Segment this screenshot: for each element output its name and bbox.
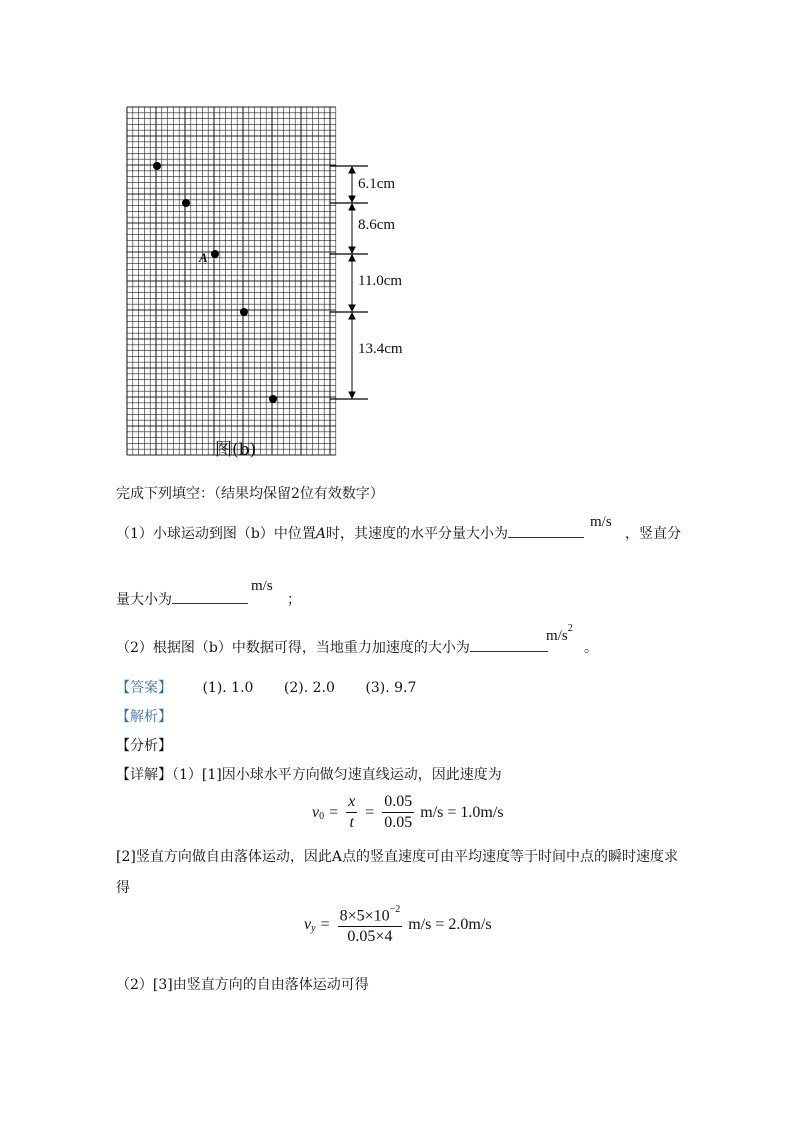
ball-position-a [211,250,219,258]
eq1-tail: m/s = 1.0m/s [420,803,504,821]
eq1-den-2: 0.05 [384,814,413,831]
detail-text-1: （1）[1]因小球水平方向做匀速直线运动，因此速度为 [172,767,502,783]
detail-line-3: 得 [116,880,130,896]
answer-item-1: (1). 1.0 [202,680,254,696]
q2-unit [546,623,573,645]
answer-tag: 【答案】 [116,680,172,696]
fenxi-tag: 【分析】 [116,738,172,754]
trajectory-dots [153,162,277,403]
grid-lines [127,107,336,455]
q2-text-b: 。 [584,640,598,656]
q1-text-d: 量大小为 [116,592,172,608]
ball-position-4 [240,308,248,316]
ball-position-2 [182,199,190,207]
point-label-a: A [199,250,208,265]
q1-blank-1 [508,525,584,538]
q1-text-e: ； [287,592,301,608]
dimension-label-1: 6.1cm [358,176,396,192]
eq1-equals-2: = [365,803,375,821]
eq2-fraction [338,903,403,946]
answer-item-3: (3). 9.7 [365,680,417,696]
q1-text-a: （1）小球运动到图（b）中位置 [116,526,316,542]
q2-text-a: （2）根据图（b）中数据可得，当地重力加速度的大小为 [116,640,470,656]
q2-blank [470,639,548,652]
ball-position-1 [153,162,161,170]
eq2-tail: m/s = 2.0m/s [408,915,492,933]
q1-text-b: 时，其速度的水平分量大小为 [326,526,508,542]
grid-figure [0,0,800,470]
detail-line-1 [116,765,502,785]
eq2-equals: = [320,915,330,933]
dimension-label-3: 11.0cm [358,273,403,289]
figure-caption: 图(b) [215,440,257,460]
eq2-numerator [338,903,403,927]
analysis-tag: 【解析】 [116,709,172,725]
eq1-num-2: 0.05 [382,793,414,813]
eq1-fraction-1 [346,793,357,832]
q1-unit-2: m/s [251,578,273,594]
q2-unit-text: m/s [546,628,568,644]
answer-line [116,678,416,698]
dimension-arrows [349,167,355,398]
q1-blank-2 [172,591,248,604]
eq2-num-exp: −2 [389,904,401,915]
answer-item-2: (2). 2.0 [283,680,335,696]
instructions: 完成下列填空：（结果均保留2位有效数字） [116,486,384,502]
detail-line-2: [2]竖直方向做自由落体运动，因此A点的竖直速度可由平均速度等于时间中点的瞬时速度求 [116,849,678,865]
eq2-lhs-sub: y [311,923,316,935]
eq2-denominator: 0.05×4 [347,928,393,946]
question-1-line-2 [116,590,248,610]
eq1-num-1: x [346,793,357,813]
detail-line-4: （2）[3]由竖直方向的自由落体运动可得 [116,977,369,993]
q2-unit-exp: 2 [567,623,573,634]
question-1-line-1 [116,524,584,544]
equation-1 [312,793,504,832]
question-2 [116,638,548,658]
equation-2 [304,903,492,946]
eq2-lhs: v [304,915,312,933]
q1-text-c: ，竖直分 [625,526,681,542]
eq1-equals-1: = [329,803,339,821]
ball-position-5 [269,395,277,403]
dimension-label-2: 8.6cm [358,217,396,233]
eq2-num-a: 8×5×10 [339,907,390,925]
eq1-den-1: t [349,814,354,831]
eq1-fraction-2 [382,793,414,832]
eq1-lhs-sub: 0 [319,811,325,822]
eq1-lhs: v [312,803,320,821]
dimension-label-4: 13.4cm [358,341,403,357]
q1-unit-1: m/s [590,514,612,530]
q1-label: A [315,526,326,542]
detail-tag: 【详解】 [116,767,172,783]
